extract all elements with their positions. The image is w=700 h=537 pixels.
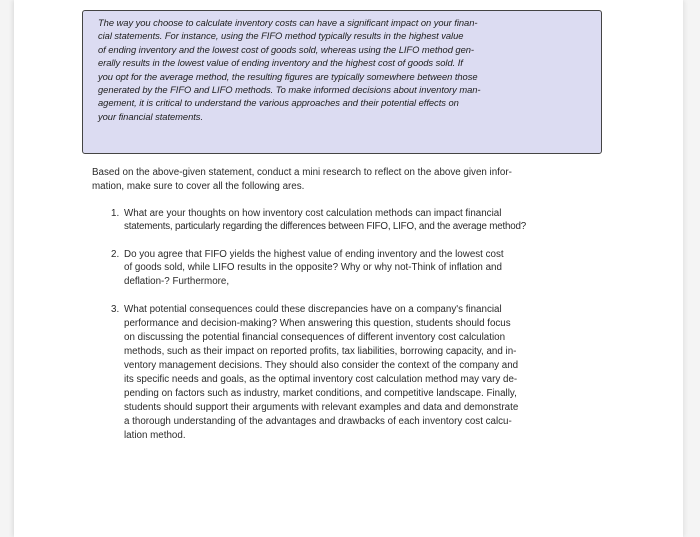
intro-line: mation, make sure to cover all the following ares. xyxy=(92,181,305,192)
statement-line: The way you choose to calculate inventory costs can have a significant impact on your finan- xyxy=(98,17,478,28)
intro-line: Based on the above-given statement, conduct a mini research to reflect on the above given infor- xyxy=(92,167,512,178)
question-3-line: a thorough understanding of the advantages and drawbacks of each inventory cost calcu- xyxy=(124,416,512,427)
question-3-line: lation method. xyxy=(124,430,186,441)
question-3-line: its specific needs and goals, as the optimal inventory cost calculation method may vary de- xyxy=(124,374,518,385)
question-number: 1. xyxy=(111,208,120,219)
question-number: 2. xyxy=(111,249,120,260)
statement-line: generated by the FIFO and LIFO methods. To make informed decisions about inventory man- xyxy=(98,84,481,96)
statement-line: erally results in the lowest value of ending inventory and the highest cost of goods sold. If xyxy=(98,57,463,69)
question-1-line: statements, particularly regarding the differences between FIFO, LIFO, and the average method? xyxy=(124,221,526,232)
statement-line: you opt for the average method, the resulting figures are typically somewhere between those xyxy=(98,70,478,82)
question-3-line: performance and decision-making? When answering this question, students should focus xyxy=(124,318,511,329)
question-3-line: pending on factors such as industry, market conditions, and competitive landscape. Finally, xyxy=(124,388,517,399)
question-3-line: on discussing the potential financial consequences of different inventory cost calculation xyxy=(124,332,506,343)
statement-line: of ending inventory and the lowest cost of goods sold, whereas using the LIFO method gen- xyxy=(98,43,474,55)
question-3-line: ventory management decisions. They should also consider the context of the company and xyxy=(124,360,519,371)
question-2-line: of goods sold, while LIFO results in the opposite? Why or why not-Think of inflation and xyxy=(124,262,502,273)
question-3-line: methods, such as their impact on reported profits, tax liabilities, borrowing capacity, and in- xyxy=(124,346,517,357)
statement-line: agement, it is critical to understand the various approaches and their potential effects on xyxy=(98,97,459,109)
question-3-line: students should support their arguments with relevant examples and data and demonstrate xyxy=(124,402,519,413)
question-2-line: deflation-? Furthermore, xyxy=(124,276,230,287)
question-2-line: Do you agree that FIFO yields the highest value of ending inventory and the lowest cost xyxy=(124,249,504,260)
question-1-line: What are your thoughts on how inventory cost calculation methods can impact financial xyxy=(124,208,502,219)
question-3-line: What potential consequences could these discrepancies have on a company's financial xyxy=(124,304,502,315)
question-number: 3. xyxy=(111,304,120,315)
statement-line: cial statements. For instance, using the FIFO method typically results in the highest value xyxy=(98,30,464,42)
highlighted-statement-box xyxy=(82,10,602,154)
statement-line: your financial statements. xyxy=(98,110,204,122)
